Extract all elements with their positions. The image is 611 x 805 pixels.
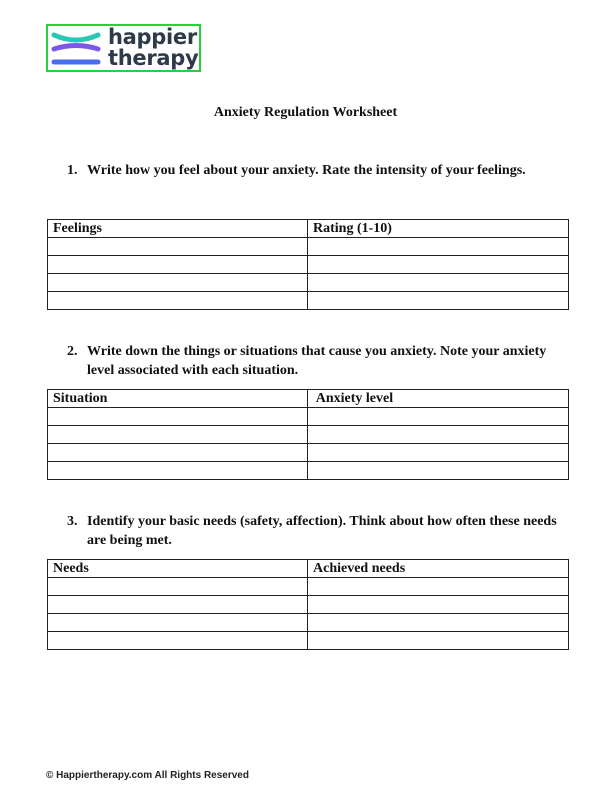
table-header-row: [48, 390, 569, 408]
table-feelings: [47, 219, 569, 310]
table-cell[interactable]: [48, 274, 308, 292]
question-2-text: Write down the things or situations that cause you anxiety. Note your anxiety level associated with each situation.: [87, 344, 547, 378]
table-cell[interactable]: [48, 408, 308, 426]
table-row: [48, 256, 569, 274]
table-row: [48, 614, 569, 632]
table-cell[interactable]: [308, 614, 569, 632]
table-cell[interactable]: [48, 614, 308, 632]
question-1: [67, 161, 557, 180]
table-situations: [47, 389, 569, 480]
header-feelings: Feelings: [48, 220, 308, 238]
table-cell[interactable]: [48, 238, 308, 256]
table-needs: [47, 559, 569, 650]
table-header-row: [48, 220, 569, 238]
header-anxiety-level: Anxiety level: [308, 390, 569, 408]
table-row: [48, 632, 569, 650]
table-row: [48, 238, 569, 256]
table-cell[interactable]: [308, 408, 569, 426]
table-cell[interactable]: [48, 256, 308, 274]
copyright-footer: © Happiertherapy.com All Rights Reserved: [46, 770, 249, 781]
table-cell[interactable]: [48, 426, 308, 444]
table-cell[interactable]: [308, 596, 569, 614]
logo-stripes-icon: [50, 29, 104, 69]
question-1-text: Write how you feel about your anxiety. Rate the intensity of your feelings.: [87, 163, 526, 178]
table-row: [48, 408, 569, 426]
table-cell[interactable]: [48, 578, 308, 596]
question-2: [67, 342, 557, 380]
table-row: [48, 462, 569, 480]
table-cell[interactable]: [308, 632, 569, 650]
table-cell[interactable]: [48, 444, 308, 462]
question-3-text: Identify your basic needs (safety, affection). Think about how often these needs are being met.: [87, 514, 557, 548]
table-row: [48, 292, 569, 310]
table-row: [48, 578, 569, 596]
question-1-number: 1.: [67, 163, 78, 178]
table-cell[interactable]: [48, 462, 308, 480]
table-row: [48, 596, 569, 614]
table-row: [48, 444, 569, 462]
table-cell[interactable]: [308, 578, 569, 596]
table-cell[interactable]: [308, 462, 569, 480]
table-cell[interactable]: [48, 596, 308, 614]
happier-therapy-logo: [46, 24, 201, 72]
question-2-number: 2.: [67, 344, 78, 359]
table-cell[interactable]: [308, 274, 569, 292]
logo-wordmark: [108, 27, 198, 69]
header-achieved-needs: Achieved needs: [308, 560, 569, 578]
question-3-number: 3.: [67, 514, 78, 529]
table-row: [48, 426, 569, 444]
table-cell[interactable]: [48, 292, 308, 310]
header-situation: Situation: [48, 390, 308, 408]
header-needs: Needs: [48, 560, 308, 578]
table-header-row: [48, 560, 569, 578]
table-cell[interactable]: [48, 632, 308, 650]
logo-line-2: therapy: [108, 46, 199, 70]
table-cell[interactable]: [308, 444, 569, 462]
question-3: [67, 512, 557, 550]
logo-line-1: happier: [108, 25, 197, 49]
table-cell[interactable]: [308, 292, 569, 310]
table-row: [48, 274, 569, 292]
header-rating: Rating (1-10): [308, 220, 569, 238]
table-cell[interactable]: [308, 426, 569, 444]
worksheet-title: Anxiety Regulation Worksheet: [213, 105, 398, 120]
table-cell[interactable]: [308, 238, 569, 256]
table-cell[interactable]: [308, 256, 569, 274]
